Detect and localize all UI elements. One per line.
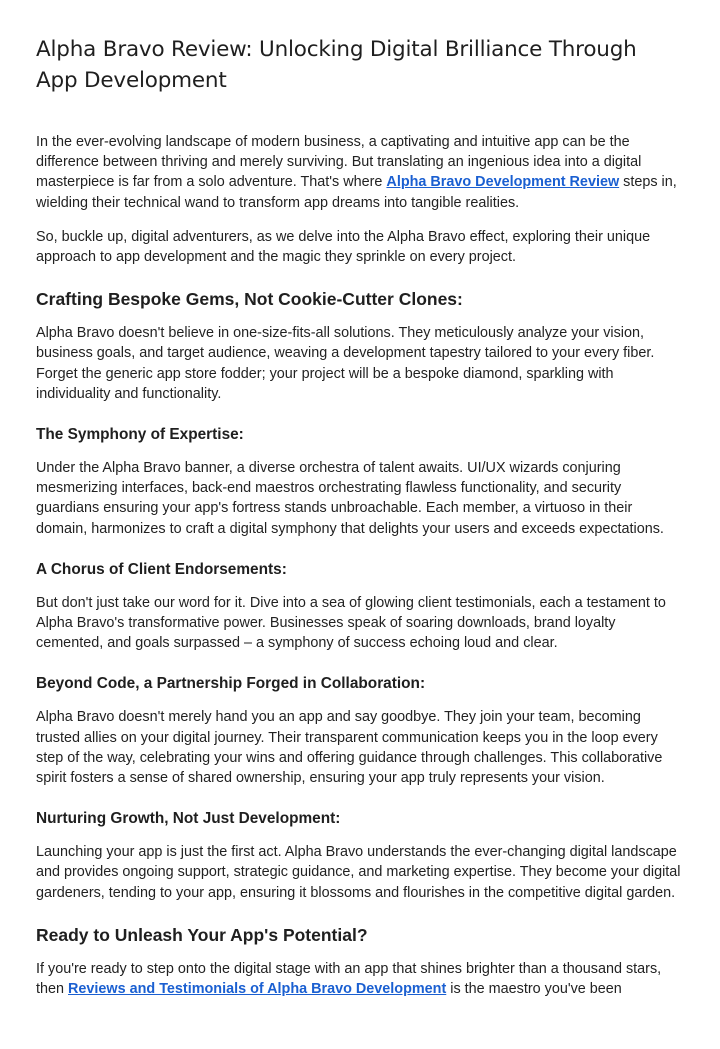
- closing-paragraph: [36, 959, 684, 999]
- section-heading-partnership: Beyond Code, a Partnership Forged in Collaboration:: [36, 675, 426, 693]
- section-heading-expertise: The Symphony of Expertise:: [36, 426, 244, 444]
- section-body-partnership: Alpha Bravo doesn't merely hand you an app and say goodbye. They join your team, becoming trusted allies on your digital journey. Their transparent communication keeps you in the loop every step of the way, celebrating your wins and offering guidance through challenges. This collaborative spirit fosters a sense of shared ownership, ensuring your app truly represents your vision.: [36, 709, 663, 787]
- document-page: [36, 34, 684, 1013]
- closing-text-after-link: is the maestro you've been: [446, 981, 622, 998]
- section-body-growth: Launching your app is just the first act. Alpha Bravo understands the ever-changing digital landscape and provides ongoing support, strategic guidance, and marketing expertise. They become your digital gardeners, tending to your app, ensuring it blossoms and flourishes in the competitive digital garden.: [36, 844, 681, 901]
- intro-paragraph: [36, 132, 684, 213]
- section-heading-ready: Ready to Unleash Your App's Potential?: [36, 924, 368, 945]
- section-heading-growth: Nurturing Growth, Not Just Development:: [36, 810, 341, 828]
- intro-text-after-link: steps in, wielding their technical wand to transform app dreams into tangible realities.: [36, 174, 677, 211]
- intro-paragraph-2: So, buckle up, digital adventurers, as we delve into the Alpha Bravo effect, exploring their unique approach to app development and the magic they sprinkle on every project.: [36, 228, 651, 266]
- section-body-expertise: Under the Alpha Bravo banner, a diverse orchestra of talent awaits. UI/UX wizards conjuring mesmerizing interfaces, back-end maestros orchestrating flawless functionality, and security guardians ensuring your app's fortress stands unbroachable. Each member, a virtuoso in their domain, harmonizes to craft a digital symphony that delights your users and exceeds expectations.: [36, 460, 664, 537]
- section-body-endorsements: But don't just take our word for it. Dive into a sea of glowing client testimonials, each a testament to Alpha Bravo's transformative power. Businesses speak of soaring downloads, brand loyalty cemented, and goals surpassed – a symphony of success echoing loud and clear.: [36, 594, 666, 652]
- reviews-testimonials-link[interactable]: Reviews and Testimonials of Alpha Bravo Development: [68, 981, 447, 998]
- closing-text-before-link: If you're ready to step onto the digital stage with an app that shines brighter than a thousand stars, then: [36, 960, 662, 998]
- intro-text-before-link: In the ever-evolving landscape of modern business, a captivating and intuitive app can be the difference between thriving and merely surviving. But translating an ingenious idea into a digital masterpiece is far from a solo adventure. That's where: [36, 134, 642, 191]
- page-title: Alpha Bravo Review: Unlocking Digital Brilliance Through App Development: [36, 37, 637, 93]
- section-heading-endorsements: A Chorus of Client Endorsements:: [36, 560, 287, 578]
- alpha-bravo-review-link[interactable]: Alpha Bravo Development Review: [386, 174, 620, 191]
- section-heading-bespoke: Crafting Bespoke Gems, Not Cookie-Cutter Clones:: [36, 289, 463, 310]
- section-body-bespoke: Alpha Bravo doesn't believe in one-size-fits-all solutions. They meticulously analyze your vision, business goals, and target audience, weaving a development tapestry tailored to your every fiber. Forget the generic app store fodder; your project will be a bespoke diamond, sparkling with individuality and functionality.: [36, 325, 655, 402]
